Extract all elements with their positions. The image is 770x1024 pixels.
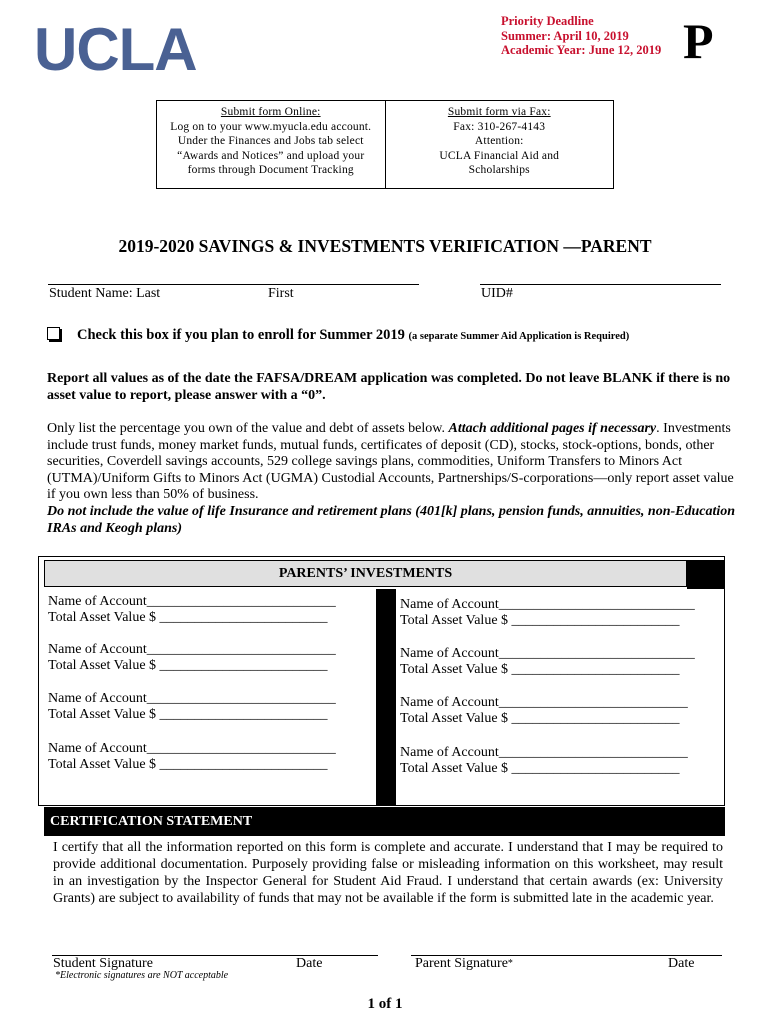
instructions-body: . Investments include trust funds, money market funds, mutual funds, certificates of deposit (CD), stocks, stock-options, bonds, other securities, Coverdell savings accounts, 529 college savings plans, commodities, Uniform Transfers to Minors Act (UTMA)/Uniform Gifts to Minors Act (UGMA) Custodial Accounts, Partnerships/S-corporations—only report asset value if you own less than 50% of business. (47, 421, 734, 503)
deadline-academic-year: Academic Year: June 12, 2019 (501, 43, 662, 57)
report-instruction: Report all values as of the date the FAFSA/DREAM application was completed. Do not leave BLANK if there is no asset value to report, please answer with a “0”. (47, 371, 731, 403)
parent-signature-label (415, 956, 513, 972)
certification-heading: CERTIFICATION STATEMENT (44, 807, 725, 836)
account-name-field[interactable]: Name of Account___________________________ (400, 745, 688, 760)
account-name-field[interactable]: Name of Account___________________________ (48, 691, 336, 706)
deadline-summer: Summer: April 10, 2019 (501, 28, 629, 43)
certification-text: I certify that all the information reported on this form is complete and accurate. I understand that I may be required to provide additional documentation. Purposely providing false or misleading information on this worksheet, may result in an investigation by the Inspector General for Student Aid Fraud. I understand that certain awards (ex: University Grants) are subject to availability of funds that may not be available if the form is submitted late in the academic year. (53, 840, 723, 906)
submit-online-line: forms through Document Tracking (187, 164, 354, 177)
investments-header-shadow (687, 560, 725, 589)
student-signature-label: Student Signature (53, 956, 153, 971)
parent-signature-asterisk: * (507, 958, 513, 969)
ucla-logo: UCLA (34, 16, 197, 83)
deadline-title: Priority Deadline (501, 14, 594, 28)
account-value-field[interactable]: Total Asset Value $ ________________________ (400, 662, 680, 678)
instructions-intro: Only list the percentage you own of the value and debt of assets below. (47, 421, 449, 436)
electronic-signature-note: *Electronic signatures are NOT acceptable (55, 970, 229, 981)
investment-account-right[interactable] (400, 745, 688, 777)
submit-fax-line: Attention: (474, 135, 524, 148)
uid-label: UID# (481, 286, 513, 301)
account-value-field[interactable]: Total Asset Value $ ________________________ (400, 613, 680, 629)
summer-note: (a separate Summer Aid Application is Required) (408, 331, 630, 342)
account-value-field[interactable]: Total Asset Value $ ________________________ (48, 658, 328, 674)
submit-fax-heading: Submit form via Fax: (447, 106, 551, 118)
attach-pages-note: Attach additional pages if necessary (448, 421, 657, 436)
investment-account-left[interactable] (48, 594, 336, 626)
account-name-field[interactable]: Name of Account___________________________ (400, 695, 688, 710)
page-number: 1 of 1 (367, 996, 403, 1012)
form-title: 2019-2020 SAVINGS & INVESTMENTS VERIFICATION —PARENT (118, 236, 652, 256)
submit-instructions-box (156, 100, 614, 189)
account-name-field[interactable]: Name of Account____________________________ (400, 597, 695, 612)
student-last-label: Student Name: Last (49, 286, 161, 301)
form-letter: P (683, 13, 714, 69)
account-name-field[interactable]: Name of Account____________________________ (400, 646, 695, 661)
investment-account-right[interactable] (400, 597, 695, 629)
parent-date-label: Date (668, 956, 695, 971)
account-value-field[interactable]: Total Asset Value $ ________________________ (400, 711, 680, 727)
submit-fax-column (385, 101, 614, 188)
instructions-paragraph (47, 421, 737, 537)
investment-account-left[interactable] (48, 741, 336, 773)
submit-online-line: Under the Finances and Jobs tab select (177, 135, 364, 148)
account-value-field[interactable]: Total Asset Value $ ________________________ (400, 761, 680, 777)
summer-checkbox[interactable] (47, 327, 60, 340)
submit-fax-line: UCLA Financial Aid and (439, 149, 560, 162)
account-name-field[interactable]: Name of Account___________________________ (48, 741, 336, 756)
submit-online-line: Log on to your www.myucla.edu account. (170, 120, 372, 133)
account-value-field[interactable]: Total Asset Value $ ________________________ (48, 707, 328, 723)
investment-account-right[interactable] (400, 646, 695, 678)
investment-account-left[interactable] (48, 642, 336, 674)
submit-online-line: “Awards and Notices” and upload your (177, 149, 365, 162)
investment-account-right[interactable] (400, 695, 688, 727)
submit-fax-line: Fax: 310-267-4143 (453, 120, 546, 133)
submit-online-heading: Submit form Online: (220, 106, 321, 118)
summer-checkbox-label: Check this box if you plan to enroll for Summer 2019 (77, 327, 405, 343)
uid-field[interactable] (480, 284, 721, 285)
submit-online-column (157, 101, 385, 188)
account-value-field[interactable]: Total Asset Value $ ________________________ (48, 610, 328, 626)
summer-enroll-row (47, 327, 629, 344)
parent-signature-text: Parent Signature (415, 956, 508, 971)
investments-divider (376, 589, 396, 806)
investments-heading: PARENTS’ INVESTMENTS (44, 560, 687, 587)
student-date-label: Date (296, 956, 323, 971)
account-name-field[interactable]: Name of Account___________________________ (48, 642, 336, 657)
priority-deadline (501, 14, 661, 58)
student-first-label: First (268, 286, 294, 301)
investment-account-left[interactable] (48, 691, 336, 723)
account-name-field[interactable]: Name of Account___________________________ (48, 594, 336, 609)
submit-fax-line: Scholarships (468, 164, 530, 177)
account-value-field[interactable]: Total Asset Value $ ________________________ (48, 757, 328, 773)
exclusion-warning: Do not include the value of life Insurance and retirement plans (401[k] plans, pension funds, annuities, non-Education IRAs and Keogh plans) (47, 503, 736, 536)
student-name-field[interactable] (48, 284, 419, 285)
